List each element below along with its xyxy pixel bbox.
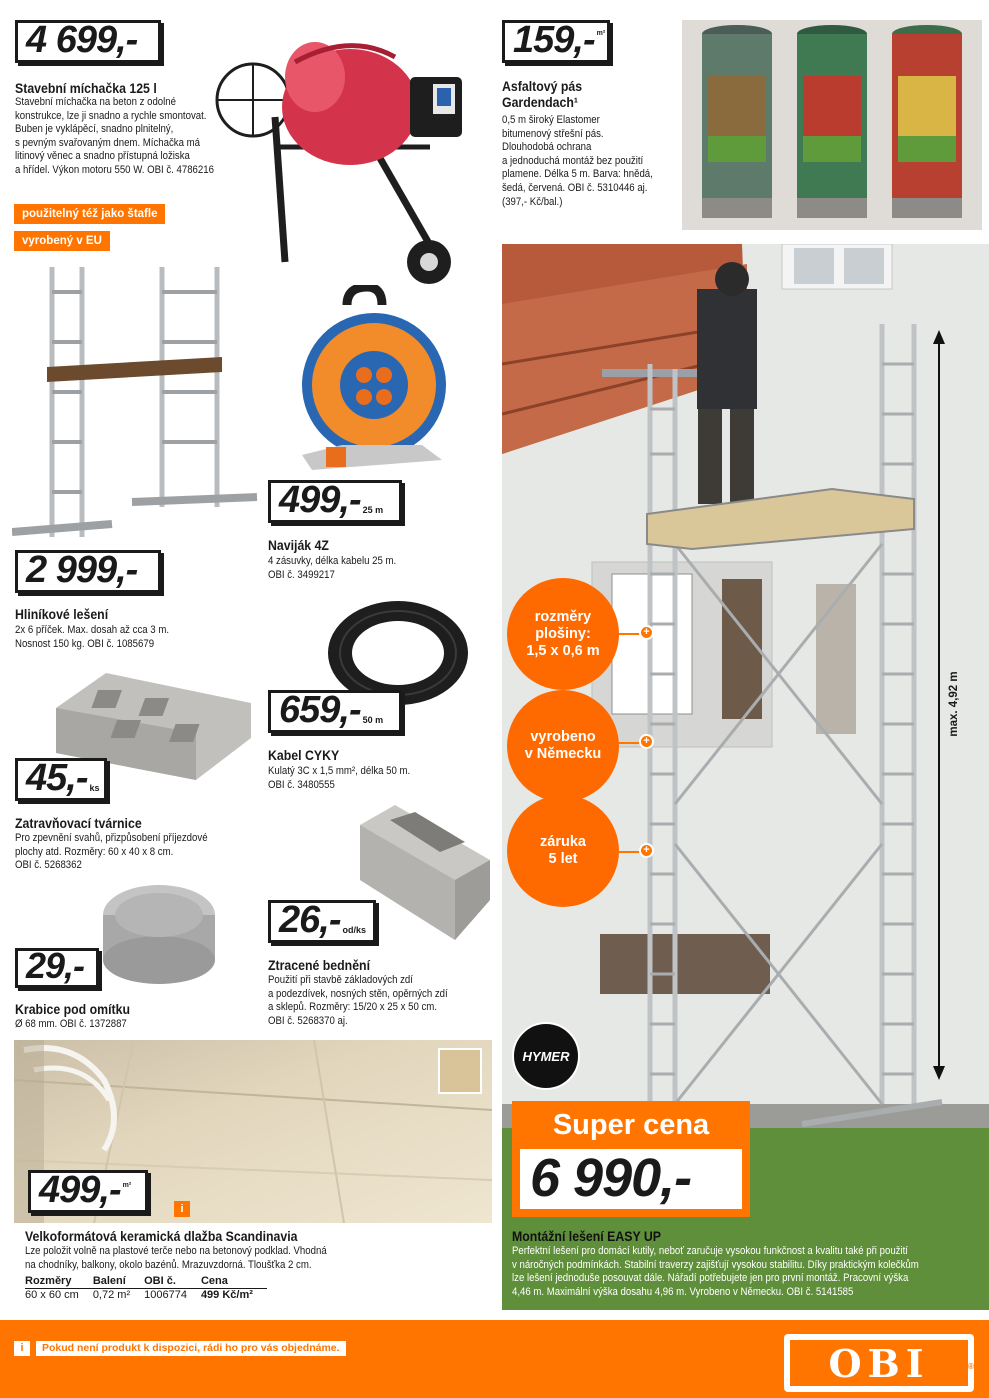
reel-price-unit: 25 m xyxy=(362,505,384,515)
box-price xyxy=(15,945,99,988)
reel-price xyxy=(268,480,402,523)
mixer-price-value: 4 699,- xyxy=(26,19,138,61)
cable-desc: Kulatý 3C x 1,5 mm², délka 50 m. OBI č. 3480555 xyxy=(268,765,411,791)
badge-warranty: záruka 5 let xyxy=(507,795,619,907)
plus-icon: + xyxy=(639,625,654,640)
obi-logo-registered: ® xyxy=(968,1362,974,1371)
asphalt-title: Asfaltový pás Gardendach¹ xyxy=(502,78,583,110)
mixer-title: Stavební míchačka 125 l xyxy=(15,80,157,96)
grass-block-title: Zatravňovací tvárnice xyxy=(15,815,142,831)
formwork-title: Ztracené bednění xyxy=(268,957,371,973)
formwork-price xyxy=(268,900,376,943)
footer-info-icon: i xyxy=(14,1341,30,1356)
flush-box-image xyxy=(100,880,218,988)
grass-block-desc: Pro zpevnění svahů, přizpůsobení příjezdové plochy atd. Rozměry: 60 x 40 x 8 cm. OBI č. 5268362 xyxy=(15,832,208,872)
tiles-col-size: Rozměry xyxy=(25,1275,93,1289)
super-price-block xyxy=(512,1101,750,1217)
tiles-spec-table xyxy=(25,1275,267,1302)
table-row xyxy=(25,1289,267,1303)
tiles-cell-size: 60 x 60 cm xyxy=(25,1289,79,1301)
mixer-desc: Stavební míchačka na beton z odolné konstrukce, lze ji snadno a rychle smontovat. Buben je vyklápěcí, snadno plnitelný, s pevným svařovaným dnem. Míchačka má litinový věnec a snadno přístupná ložiska a hřídel. Výkon motoru 550 W. OBI č. 4786216 xyxy=(15,96,214,176)
height-label: max. 4,92 m xyxy=(948,671,960,737)
box-price-value: 29,- xyxy=(26,945,85,986)
easy-up-desc: Perfektní lešení pro domácí kutily, neboť zaručuje vysokou funkčnost a kvalitu také při použití v náročných podmínkách. Stabilní traverzy zajišťují vysokou stabilitu. Díky praktickým kolečkům lze lešení jednoduše posouvat dále. Nářadí potřebujete jen pro první montáž. Pracovní výška 4,46 m. Maximální výška dosahu 4,96 m. Vyrobeno v Německu. OBI č. 5141585 xyxy=(512,1245,919,1298)
asphalt-price xyxy=(502,20,610,63)
asphalt-rolls-image xyxy=(682,20,982,230)
plus-icon: + xyxy=(639,734,654,749)
asphalt-desc: 0,5 m široký Elastomer bitumenový střešní pás. Dlouhodobá ochrana a jednoduchá montáž bez použití plamene. Délka 5 m. Barva: hnědá, šedá, červená. OBI č. 5310446 aj. (397,- Kč/bal.) xyxy=(502,114,653,208)
plus-icon: + xyxy=(639,843,654,858)
formwork-price-value: 26,- xyxy=(279,899,341,941)
scaffold-price xyxy=(15,550,161,593)
easy-up-price-value: 6 990,- xyxy=(530,1148,692,1208)
grass-block-price xyxy=(15,758,107,801)
box-desc: Ø 68 mm. OBI č. 1372887 xyxy=(15,1018,127,1030)
reel-price-value: 499,- xyxy=(279,479,361,521)
scaffold-desc: 2x 6 příček. Max. dosah až cca 3 m. Nosnost 150 kg. OBI č. 1085679 xyxy=(15,624,170,650)
scaffold-price-value: 2 999,- xyxy=(26,549,138,591)
tiles-col-pack: Balení xyxy=(93,1275,144,1289)
mixer-tag-eu: vyrobený v EU xyxy=(14,231,110,251)
asphalt-price-unit: m² xyxy=(596,30,606,37)
reel-desc: 4 zásuvky, délka kabelu 25 m. OBI č. 3499217 xyxy=(268,555,397,581)
aluminium-scaffold-image xyxy=(12,262,262,542)
tiles-info-icon: i xyxy=(174,1201,190,1217)
mixer-tag-stepladder: použitelný též jako štafle xyxy=(14,204,165,224)
badge-made-in-germany: vyrobeno v Německu xyxy=(507,690,619,802)
reel-title: Naviják 4Z xyxy=(268,537,329,553)
tiles-col-obi: OBI č. xyxy=(144,1275,201,1289)
tiles-price-value: 499,- xyxy=(39,1169,121,1211)
formwork-price-unit: od/ks xyxy=(342,925,366,935)
cable-price-unit: 50 m xyxy=(362,715,384,725)
tiles-desc: Lze položit volně na plastové terče nebo na betonový podklad. Vhodná na chodníky, balkony, okolo bazénů. Mrazuvzdorná. Tloušťka 2 cm. xyxy=(25,1245,327,1271)
super-price-label: Super cena xyxy=(552,1109,710,1141)
tiles-cell-price: 499 Kč/m² xyxy=(200,1289,253,1301)
tiles-cell-pack: 0,72 m² xyxy=(92,1289,131,1301)
tile-swatch xyxy=(438,1048,482,1094)
easy-up-title: Montážní lešení EASY UP xyxy=(512,1228,662,1244)
box-title: Krabice pod omítku xyxy=(15,1001,131,1017)
footer-note: Pokud není produkt k dispozici, rádi ho pro vás objednáme. xyxy=(36,1341,346,1356)
tiles-price xyxy=(28,1170,148,1213)
grass-block-price-unit: ks xyxy=(89,783,100,793)
obi-logo xyxy=(784,1334,974,1392)
badge-platform-size: rozměry plošiny: 1,5 x 0,6 m xyxy=(507,578,619,690)
cable-price xyxy=(268,690,402,733)
grass-block-price-value: 45,- xyxy=(26,757,88,799)
obi-logo-text: OBI xyxy=(790,1340,968,1386)
formwork-desc: Použití při stavbě základových zdí a podezdívek, nosných stěn, opěrných zdí a sklepů. Rozměry: 15/20 x 25 x 50 cm. OBI č. 5268370 aj. xyxy=(268,974,448,1027)
scaffold-title: Hliníkové lešení xyxy=(15,606,109,622)
cable-price-value: 659,- xyxy=(279,689,361,731)
super-price-inner xyxy=(520,1149,742,1209)
asphalt-price-value: 159,- xyxy=(513,19,595,61)
tiles-col-price: Cena xyxy=(201,1275,267,1289)
cable-title: Kabel CYKY xyxy=(268,747,340,763)
formwork-block-image xyxy=(355,800,495,945)
mixer-price xyxy=(15,20,161,63)
cable-reel-image xyxy=(292,285,452,475)
tiles-price-unit: m² xyxy=(122,1182,132,1189)
footer-bar xyxy=(0,1320,989,1398)
hymer-logo xyxy=(512,1022,580,1090)
tiles-title: Velkoformátová keramická dlažba Scandinavia xyxy=(25,1228,298,1244)
hymer-logo-text: HYMER xyxy=(522,1048,570,1064)
concrete-mixer-image xyxy=(215,22,490,292)
tiles-cell-obi: 1006774 xyxy=(144,1289,187,1301)
height-label-wrap xyxy=(939,670,969,740)
